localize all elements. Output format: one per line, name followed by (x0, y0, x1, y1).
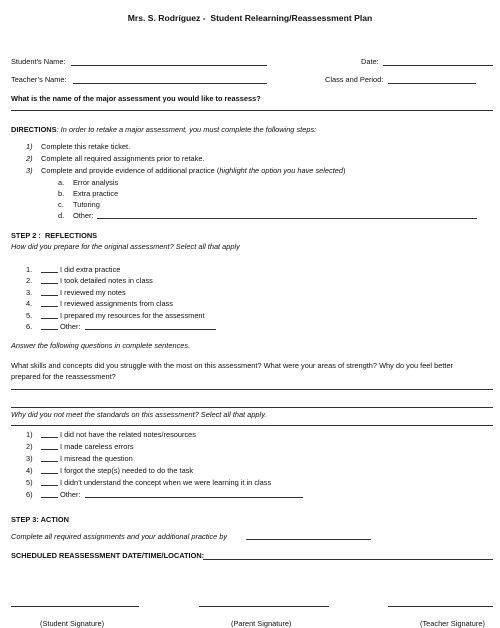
reason-item: I made careless errors (60, 442, 134, 451)
checkbox-blank[interactable] (41, 329, 58, 330)
student-name-field[interactable] (71, 65, 267, 66)
checkbox-blank[interactable] (41, 306, 58, 307)
date-label: Date: (361, 57, 379, 66)
teacher-signature-label: (Teacher Signature) (420, 619, 485, 628)
option-error-analysis[interactable]: Error analysis (73, 178, 119, 187)
step2-prompt: How did you prepare for the original assessment? Select all that apply (11, 242, 240, 251)
checkbox-blank[interactable] (41, 295, 58, 296)
checkbox-blank[interactable] (41, 318, 58, 319)
checkbox-blank[interactable] (41, 283, 58, 284)
item-number: 4. (26, 299, 33, 308)
item-number: 5. (26, 311, 33, 320)
item-number: 1. (26, 265, 33, 274)
reason-item: I misread the question (60, 454, 133, 463)
step-number: 2) (26, 154, 33, 163)
checkbox-blank[interactable] (41, 449, 58, 450)
parent-signature-label: (Parent Signature) (231, 619, 292, 628)
prep-item: Other: (60, 322, 81, 331)
checkbox-blank[interactable] (41, 272, 58, 273)
item-number: 6. (26, 322, 33, 331)
parent-signature-line[interactable] (199, 606, 329, 607)
reason-number: 5) (26, 478, 33, 487)
page-title: Mrs. S. Rodríguez - Student Relearning/Reassessment Plan (127, 13, 373, 23)
item-number: 2. (26, 276, 33, 285)
teacher-name-field[interactable] (73, 83, 267, 84)
answer-line[interactable] (11, 389, 493, 390)
option-letter: d. (58, 211, 65, 220)
skills-question-line-2: prepared for the reassessment? (11, 372, 116, 381)
directions-line (11, 126, 316, 133)
other-field[interactable] (85, 329, 216, 330)
option-letter: b. (58, 189, 65, 198)
checkbox-blank[interactable] (41, 485, 58, 486)
reason-number: 3) (26, 454, 33, 463)
prep-item: I did extra practice (60, 265, 121, 274)
class-period-field[interactable] (388, 83, 476, 84)
reason-number: 6) (26, 490, 33, 499)
step2-heading: STEP 2 : REFLECTIONS (11, 231, 98, 240)
scheduled-field[interactable] (203, 559, 493, 560)
standards-prompt: Why did you not meet the standards on this assessment? Select all that apply. (11, 410, 267, 419)
step-text-after: ) (343, 166, 346, 175)
other-field[interactable] (85, 497, 303, 498)
class-period-label: Class and Period: (325, 75, 384, 84)
student-name-label: Student’s Name: (11, 57, 66, 66)
option-tutoring[interactable]: Tutoring (73, 200, 100, 209)
prep-item: I reviewed my notes (60, 288, 126, 297)
reason-item: I did not have the related notes/resources (60, 430, 196, 439)
reason-item: I didn’t understand the concept when we were learning it in class (60, 478, 272, 487)
checkbox-blank[interactable] (41, 437, 58, 438)
step-number: 3) (26, 166, 33, 175)
scheduled-label: SCHEDULED REASSESSMENT DATE/TIME/LOCATION: (11, 551, 205, 560)
reason-number: 4) (26, 466, 33, 475)
option-letter: a. (58, 178, 65, 187)
answer-line[interactable] (11, 425, 493, 426)
step-text (41, 167, 345, 174)
student-signature-label: (Student Signature) (40, 619, 105, 628)
option-other-field[interactable] (97, 218, 477, 219)
checkbox-blank[interactable] (41, 497, 58, 498)
skills-question-line-1: What skills and concepts did you struggle with the most on this assessment? What were your areas of strength? Why do you feel better (11, 361, 454, 370)
major-assessment-question: What is the name of the major assessment you would like to reassess? (11, 94, 261, 103)
major-assessment-field[interactable] (11, 110, 493, 111)
reason-item: I forgot the step(s) needed to do the task (60, 466, 194, 475)
step-text: Complete this retake ticket. (41, 142, 131, 151)
reason-number: 2) (26, 442, 33, 451)
answer-line[interactable] (11, 407, 493, 408)
step-text-main: Complete and provide evidence of additional practice ( (41, 166, 220, 175)
checkbox-blank[interactable] (41, 473, 58, 474)
prep-item: I took detailed notes in class (60, 276, 153, 285)
prep-item: I reviewed assignments from class (60, 299, 173, 308)
checkbox-blank[interactable] (41, 461, 58, 462)
reason-item: Other: (60, 490, 81, 499)
step-text: Complete all required assignments prior to retake. (41, 154, 205, 163)
option-letter: c. (58, 200, 64, 209)
step-number: 1) (26, 142, 33, 151)
due-date-field[interactable] (246, 539, 371, 540)
step3-prompt: Complete all required assignments and your additional practice by (11, 532, 228, 541)
item-number: 3. (26, 288, 33, 297)
answer-prompt: Answer the following questions in complete sentences. (11, 341, 191, 350)
date-field[interactable] (383, 65, 493, 66)
option-extra-practice[interactable]: Extra practice (73, 189, 119, 198)
step3-heading: STEP 3: ACTION (11, 515, 69, 524)
teacher-signature-line[interactable] (388, 606, 493, 607)
teacher-name-label: Teacher’s Name: (11, 75, 67, 84)
directions-text: : In order to retake a major assessment, you must complete the following steps: (56, 125, 317, 134)
student-signature-line[interactable] (11, 606, 139, 607)
directions-label: DIRECTIONS (11, 125, 57, 134)
prep-item: I prepared my resources for the assessment (60, 311, 205, 320)
option-other[interactable]: Other: (73, 211, 94, 220)
step-text-italic: highlight the option you have selected (219, 166, 343, 175)
reason-number: 1) (26, 430, 33, 439)
